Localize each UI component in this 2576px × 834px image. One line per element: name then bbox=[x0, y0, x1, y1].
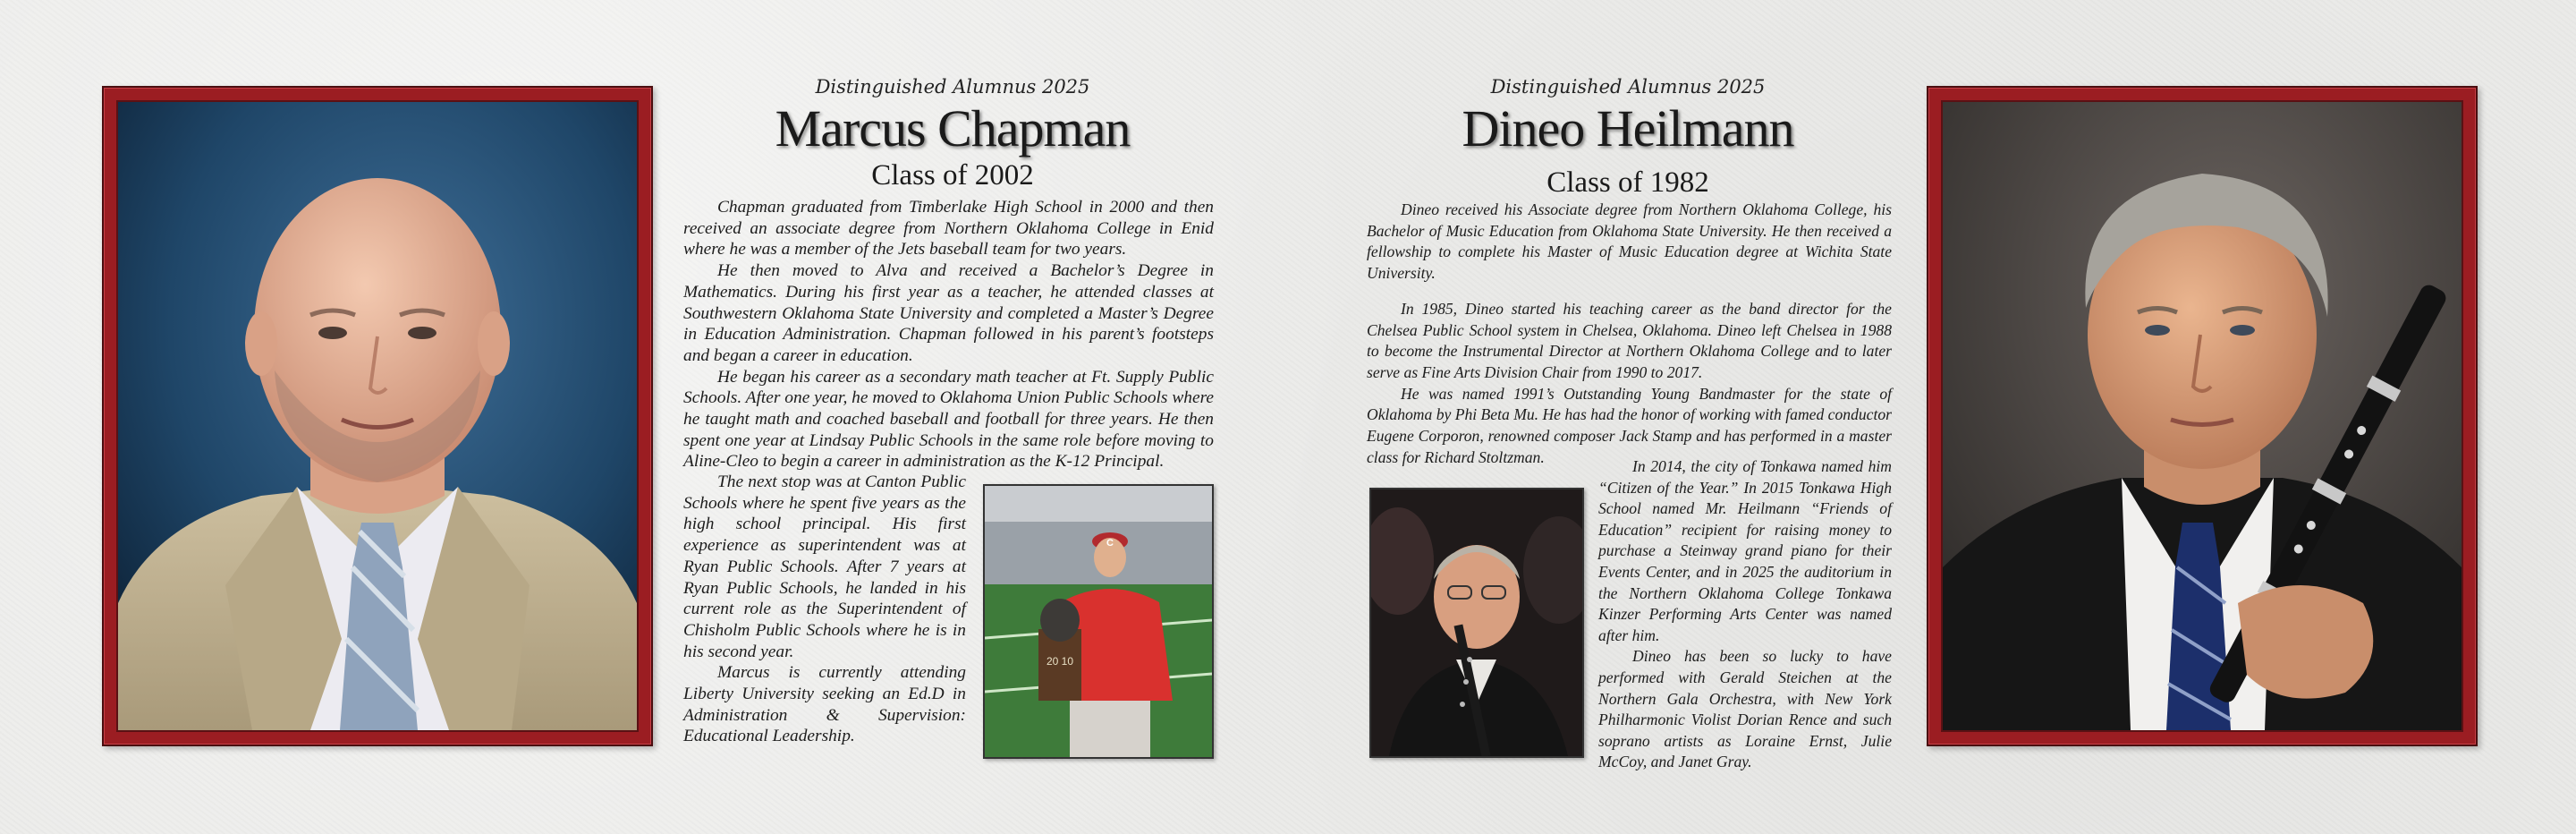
portrait-image-dineo-heilmann bbox=[1943, 102, 2462, 730]
left-bio-paragraph-4: The next stop was at Canton Public Schools where he spent five years as the high school principal. His first experience as superintendent was at Ryan Public Schools. After 7 years at Ryan Public Schools, he landed in his current role as the Superintendent of Chisholm Public Schools where he is in his second year. bbox=[683, 472, 966, 661]
left-class-of: Class of 2002 bbox=[871, 159, 1034, 191]
portrait-dineo-heilmann bbox=[1941, 100, 2463, 732]
left-bio-paragraph-1: Chapman graduated from Timberlake High School in 2000 and then received an associate degree from Northern Oklahoma College in Enid where he was a member of the Jets baseball team for two years. bbox=[683, 198, 1214, 260]
right-bio-paragraph-1: Dineo received his Associate degree from Northern Oklahoma College, his Bachelor of Music Education from Oklahoma State University. He then received a fellowship to complete his Master of Music Education degree at Wichita State University. bbox=[1367, 200, 1892, 283]
portrait-marcus-chapman bbox=[116, 100, 639, 732]
right-honoree-name: Dineo Heilmann bbox=[1462, 99, 1794, 157]
left-bio-paragraph-5: Marcus is currently attending Liberty University seeking an Ed.D in Administration & Supervision: Educational Leadership. bbox=[683, 663, 966, 746]
left-bio-column bbox=[683, 197, 1214, 472]
portrait-frame-dineo-heilmann bbox=[1927, 86, 2478, 746]
inset-image-marcus-trophy bbox=[985, 486, 1212, 757]
trophy-year-text: 20 10 bbox=[1046, 655, 1074, 668]
left-bio-paragraph-2: He then moved to Alva and received a Bachelor’s Degree in Mathematics. During his first year as a teacher, he attended classes at Southwestern Oklahoma State University and completed a Master’s Degree in Education Administration. Chapman followed in his parent’s footsteps and began a career in education. bbox=[683, 261, 1214, 365]
portrait-frame-marcus-chapman bbox=[102, 86, 653, 746]
left-kicker: Distinguished Alumnus 2025 bbox=[815, 76, 1090, 98]
portrait-image-marcus-chapman bbox=[118, 102, 637, 730]
right-bio-paragraph-3: He was named 1991’s Outstanding Young Bandmaster for the state of Oklahoma by Phi Beta Mu. He has had the honor of working with famed conductor Eugene Corporon, renowned composer Jack Stamp and has performed in a master class for Richard Stoltzman. bbox=[1367, 384, 1892, 466]
right-bio-wrap-column bbox=[1598, 456, 1892, 773]
left-bio-wrap-column bbox=[683, 472, 966, 747]
right-bio-paragraph-4: In 2014, the city of Tonkawa named him “Citizen of the Year.” In 2015 Tonkawa High School named Mr. Heilmann “Friends of Education” recipient for raising money to purchase a Steinway grand piano for their Events Center, and in 2025 the auditorium in the Northern Oklahoma College Tonkawa Kinzer Performing Arts Center was named after him. bbox=[1598, 457, 1892, 644]
right-bio-paragraph-2: In 1985, Dineo started his teaching career as the band director for the Chelsea Public School system in Chelsea, Oklahoma. Dineo left Chelsea in 1988 to become the Instrumental Director at Northern Oklahoma College and to later serve as Fine Arts Division Chair from 1990 to 2017. bbox=[1367, 299, 1892, 381]
right-bio-paragraph-5: Dineo has been so lucky to have performed with Gerald Steichen at the Northern Gala Orchestra, with New York Philharmonic Violist Dorian Rence and such soprano artists as Loraine Ernst, Julie McCoy, and Janet Gray. bbox=[1598, 647, 1892, 771]
right-class-of: Class of 1982 bbox=[1546, 166, 1709, 199]
right-bio-column bbox=[1367, 200, 1892, 468]
left-bio-paragraph-3: He began his career as a secondary math teacher at Ft. Supply Public Schools. After one year, he moved to Oklahoma Union Public Schools where he taught math and coached baseball and football for three years. He then spent one year at Lindsay Public Schools in the same role before moving to Aline-Cleo to begin a career in administration as the K-12 Principal. bbox=[683, 367, 1214, 472]
inset-photo-dineo-clarinet bbox=[1369, 488, 1584, 758]
cap-logo-text: C bbox=[1106, 538, 1114, 549]
inset-image-dineo-clarinet bbox=[1371, 489, 1582, 756]
inset-photo-marcus-trophy bbox=[983, 484, 1214, 759]
right-kicker: Distinguished Alumnus 2025 bbox=[1490, 76, 1766, 98]
left-honoree-name: Marcus Chapman bbox=[775, 99, 1131, 157]
